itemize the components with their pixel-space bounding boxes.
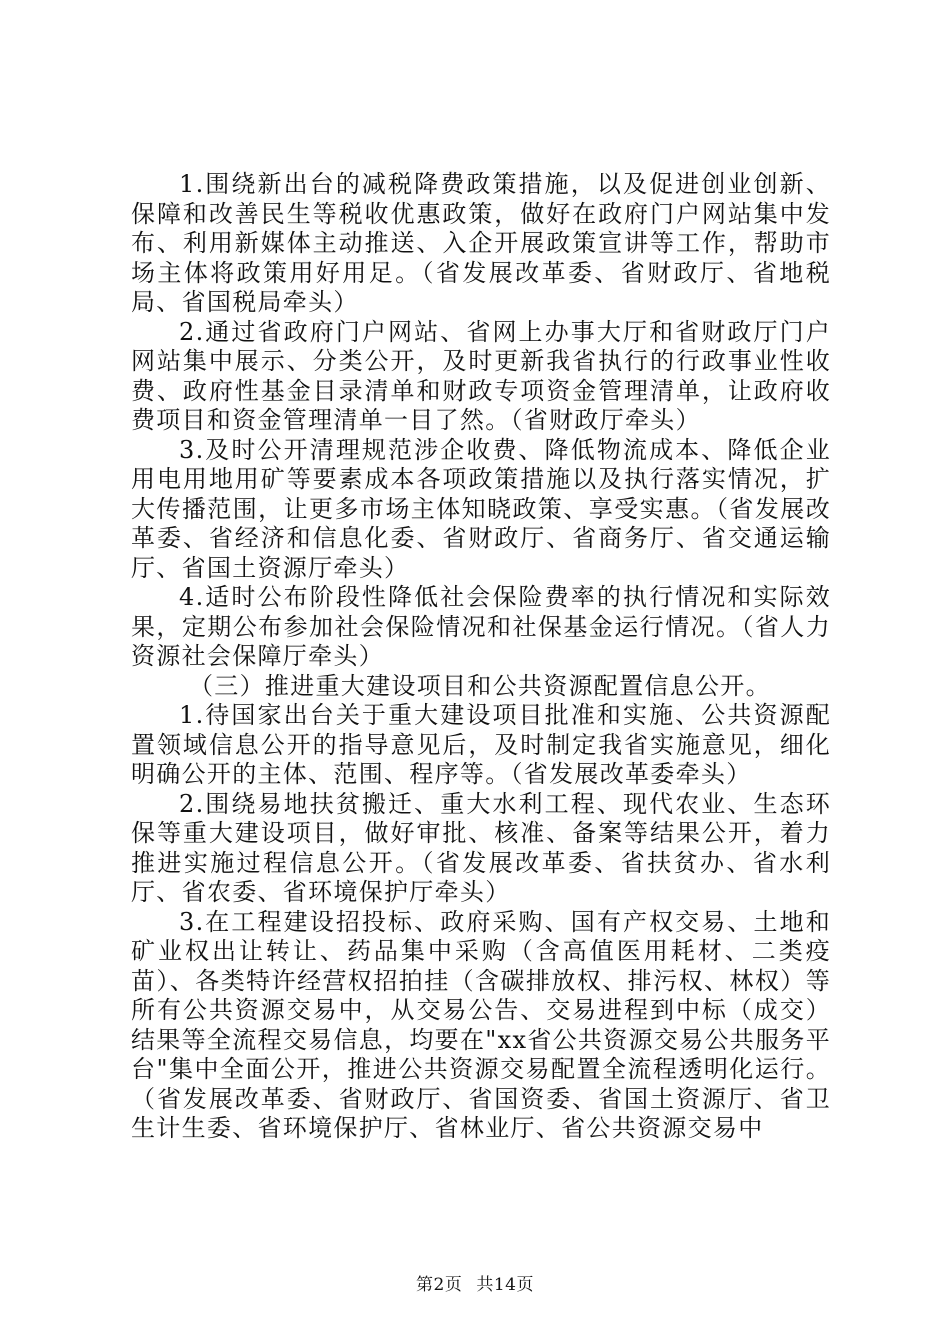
section-heading-3: （三）推进重大建设项目和公共资源配置信息公开。 (189, 671, 771, 700)
page-total: 共14页 (476, 1275, 534, 1295)
paragraph-2: 2.通过省政府门户网站、省网上办事大厅和省财政厅门户网站集中展示、分类公开，及时更新我省执行的行政事业性收费、政府性基金目录清单和财政专项资金管理清单，让政府收费项目和资金管理清单一目了然。（省财政厅牵头） (131, 317, 831, 434)
paragraph-1: 1.围绕新出台的减税降费政策措施，以及促进创业创新、保障和改善民生等税收优惠政策，做好在政府门户网站集中发布、利用新媒体主动推送、入企开展政策宣讲等工作，帮助市场主体将政策用好用足。（省发展改革委、省财政厅、省地税局、省国税局牵头） (131, 170, 831, 316)
paragraph-7: 3.在工程建设招投标、政府采购、国有产权交易、土地和矿业权出让转让、药品集中采购（含高值医用耗材、二类疫苗）、各类特许经营权招拍挂（含碳排放权、排污权、林权）等所有公共资源交易中，从交易公告、交易进程到中标（成交）结果等全流程交易信息，均要在"xx省公共资源交易公共服务平台"集中全面公开，推进公共资源交易配置全流程透明化运行。（省发展改革委、省财政厅、省国资委、省国土资源厅、省卫生计生委、省环境保护厅、省林业厅、省公共资源交易中 (131, 907, 831, 1142)
page-number: 第2页 (416, 1275, 463, 1295)
document-body (131, 170, 831, 1144)
page-footer (0, 1270, 950, 1295)
paragraph-3: 3.及时公开清理规范涉企收费、降低物流成本、降低企业用电用地用矿等要素成本各项政策措施以及执行落实情况，扩大传播范围，让更多市场主体知晓政策、享受实惠。（省发展改革委、省经济和信息化委、省财政厅、省商务厅、省交通运输厅、省国土资源厅牵头） (131, 435, 831, 582)
paragraph-6: 2.围绕易地扶贫搬迁、重大水利工程、现代农业、生态环保等重大建设项目，做好审批、核准、备案等结果公开，着力推进实施过程信息公开。（省发展改革委、省扶贫办、省水利厅、省农委、省环境保护厅牵头） (131, 789, 831, 906)
paragraph-4: 4.适时公布阶段性降低社会保险费率的执行情况和实际效果，定期公布参加社会保险情况和社保基金运行情况。（省人力资源社会保障厅牵头） (131, 583, 831, 670)
paragraph-5: 1.待国家出台关于重大建设项目批准和实施、公共资源配置领域信息公开的指导意见后，及时制定我省实施意见，细化明确公开的主体、范围、程序等。（省发展改革委牵头） (131, 701, 831, 788)
